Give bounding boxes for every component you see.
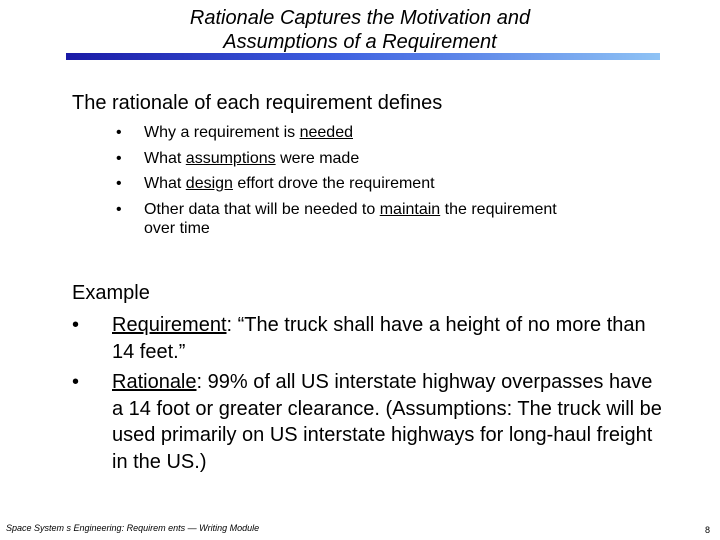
- underlined-term: maintain: [379, 200, 441, 218]
- rationale-bullet-list: [116, 120, 676, 240]
- rationale-text: : 99% of all US interstate highway overpasses have a 14 foot or greater clearance. (Assumptions: The truck will be used primarily on US interstate highways for long-haul freight in the US.): [112, 371, 662, 473]
- underlined-term: design: [185, 175, 233, 192]
- example-rationale: [72, 369, 662, 475]
- title-line-1: Rationale Captures the Motivation and: [189, 7, 531, 29]
- bullet-dot: •: [116, 200, 122, 218]
- requirement-term: Requirement: [112, 314, 227, 336]
- bullet-item: • Other data that will be needed to maintain the requirement over time: [116, 197, 676, 241]
- example-heading: Example: [72, 282, 150, 304]
- bullet-item: • What design effort drove the requirement: [116, 171, 676, 197]
- bullet-dot: •: [116, 175, 122, 192]
- rationale-term: Rationale: [112, 371, 197, 393]
- bullet-dot: •: [72, 371, 80, 393]
- requirement-text: : “The truck shall have a height of no more than 14 feet.”: [112, 314, 646, 363]
- underlined-term: needed: [299, 124, 353, 141]
- example-list: [72, 312, 662, 475]
- title-line-2: Assumptions of a Requirement: [223, 31, 497, 53]
- bullet-item: • What assumptions were made: [116, 146, 676, 172]
- footer-text: Space System s Engineering: Requirem ents — Writing Module: [6, 523, 260, 533]
- bullet-continuation: over time: [144, 220, 210, 237]
- rationale-heading: The rationale of each requirement defines: [72, 92, 443, 114]
- title-divider: [66, 53, 660, 60]
- bullet-dot: •: [72, 314, 80, 336]
- bullet-item: • Why a requirement is needed: [116, 120, 676, 146]
- example-requirement: [72, 312, 662, 365]
- bullet-dot: •: [116, 124, 122, 141]
- underlined-term: assumptions: [185, 149, 276, 167]
- slide-title: [60, 6, 660, 54]
- page-number: 8: [704, 525, 710, 535]
- bullet-dot: •: [116, 149, 122, 167]
